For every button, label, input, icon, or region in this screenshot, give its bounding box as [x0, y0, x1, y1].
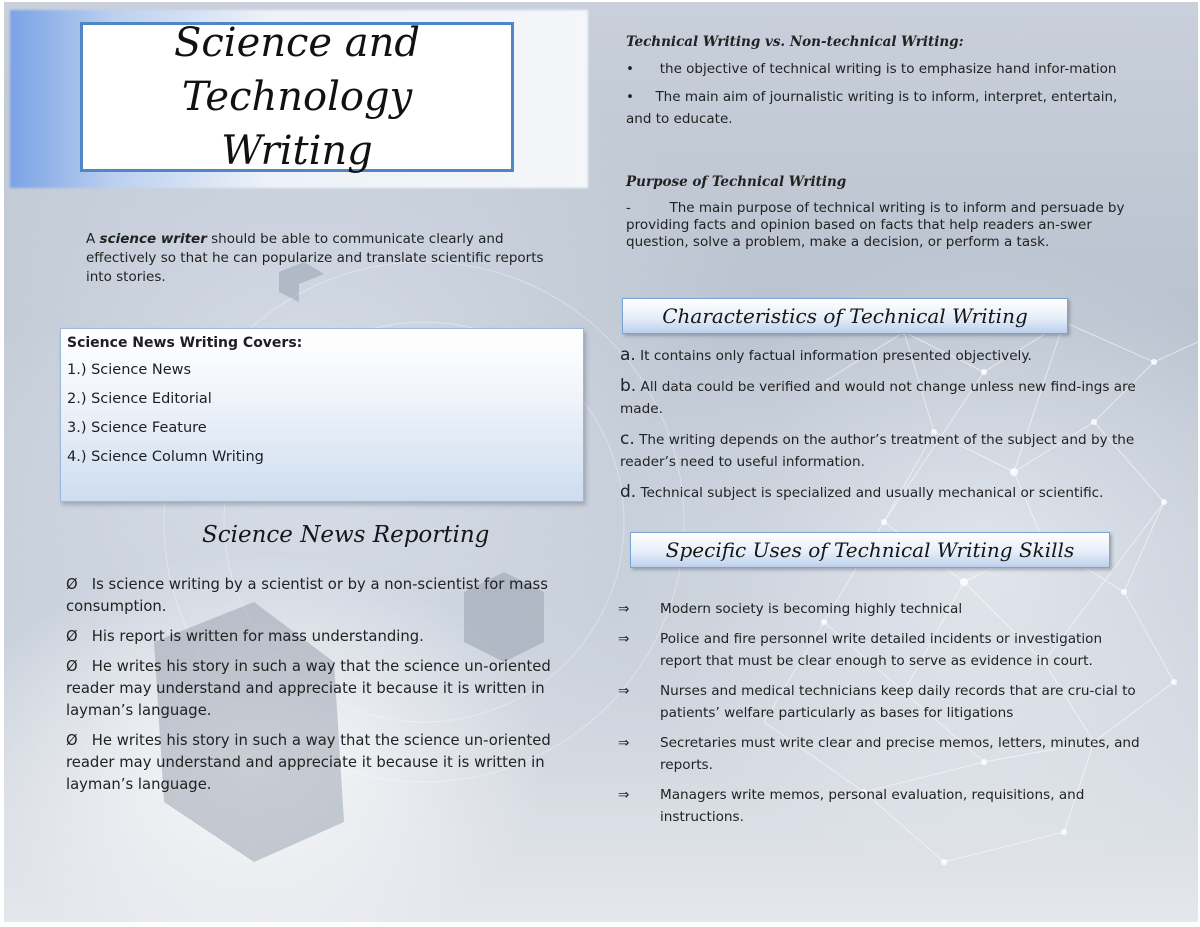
list-item [620, 375, 1152, 420]
list-item-text: Modern society is becoming highly technical [660, 601, 963, 617]
list-letter: d. [620, 482, 637, 502]
covers-item: 1.) Science News [67, 362, 192, 378]
list-item [618, 784, 1140, 828]
purpose-text: The main purpose of technical writing is to inform and persuade by providing facts and opinion based on facts that help readers an-swer question, solve a problem, make a decision, or perform a task. [626, 200, 1125, 250]
covers-item: 4.) Science Column Writing [67, 449, 264, 465]
list-item [626, 86, 1146, 130]
list-item [66, 656, 572, 722]
list-letter: c. [620, 429, 635, 449]
covers-item: 2.) Science Editorial [67, 391, 212, 407]
intro-emphasis: science writer [99, 231, 207, 247]
purpose-heading: Purpose of Technical Writing [626, 174, 847, 190]
list-item-text: The writing depends on the author’s treatment of the subject and by the reader’s need to useful information. [620, 432, 1135, 470]
tech-vs-non-heading: Technical Writing vs. Non-technical Writing: [626, 34, 964, 50]
characteristics-title: Characteristics of Technical Writing [622, 298, 1068, 334]
null-set-marker-icon: Ø [66, 732, 78, 749]
list-item-text: Technical subject is specialized and usually mechanical or scientific. [640, 485, 1104, 501]
intro-prefix: A [86, 231, 100, 247]
list-item [618, 598, 1140, 620]
null-set-marker-icon: Ø [66, 628, 78, 645]
arrow-right-icon: ⇒ [618, 735, 630, 751]
arrow-right-icon: ⇒ [618, 683, 630, 699]
uses-title: Specific Uses of Technical Writing Skills [630, 532, 1110, 568]
list-item [620, 428, 1152, 473]
list-item [620, 344, 1152, 367]
purpose-section [626, 174, 1146, 251]
list-item [618, 628, 1140, 672]
list-item [66, 574, 572, 618]
arrow-right-icon: ⇒ [618, 631, 630, 647]
list-item [66, 730, 572, 796]
list-item-text: Nurses and medical technicians keep daily records that are cru-cial to patients’ welfare particularly as bases for litigations [660, 683, 1136, 721]
null-set-marker-icon: Ø [66, 576, 78, 593]
list-item-text: Is science writing by a scientist or by a non-scientist for mass consumption. [66, 576, 548, 615]
list-item-text: The main aim of journalistic writing is to inform, interpret, entertain, and to educate. [626, 89, 1118, 127]
covers-item: 3.) Science Feature [67, 420, 207, 436]
intro-text: should be able to communicate clearly and effectively so that he can popularize and translate scientific reports into stories. [86, 231, 544, 285]
list-item-text: Police and fire personnel write detailed incidents or investigation report that must be clear enough to serve as evidence in court. [660, 631, 1103, 669]
characteristics-list [620, 344, 1152, 512]
list-letter: a. [620, 345, 636, 365]
list-item [626, 58, 1146, 80]
arrow-right-icon: ⇒ [618, 601, 630, 617]
list-item-text: the objective of technical writing is to emphasize hand infor-mation [659, 61, 1117, 77]
list-letter: b. [620, 376, 637, 396]
list-item [66, 626, 572, 648]
dash-marker: - [626, 200, 631, 216]
arrow-right-icon: ⇒ [618, 787, 630, 803]
list-item-text: Managers write memos, personal evaluation, requisitions, and instructions. [660, 787, 1085, 825]
bullet-icon: • [626, 61, 634, 77]
covers-heading: Science News Writing Covers: [67, 335, 303, 351]
intro-paragraph [86, 230, 546, 287]
list-item-text: He writes his story in such a way that the science un-oriented reader may understand and appreciate it because it is written in layman’s language. [66, 732, 551, 793]
list-item [618, 732, 1140, 776]
title-box [80, 22, 514, 172]
list-item [618, 680, 1140, 724]
covers-box [60, 328, 584, 502]
list-item-text: All data could be verified and would not change unless new find-ings are made. [620, 379, 1136, 417]
list-item-text: It contains only factual information presented objectively. [640, 348, 1032, 364]
list-item [620, 481, 1152, 504]
uses-list [618, 598, 1140, 836]
reporting-list [66, 574, 572, 804]
brochure-page [4, 2, 1198, 922]
page-title: Science and Technology Writing [173, 20, 421, 174]
list-item-text: His report is written for mass understanding. [91, 628, 424, 645]
list-item-text: He writes his story in such a way that the science un-oriented reader may understand and appreciate it because it is written in layman’s language. [66, 658, 551, 719]
list-item-text: Secretaries must write clear and precise memos, letters, minutes, and reports. [660, 735, 1140, 773]
bullet-icon: • [626, 89, 634, 105]
reporting-title: Science News Reporting [202, 522, 490, 548]
null-set-marker-icon: Ø [66, 658, 78, 675]
tech-vs-non-section [626, 34, 1146, 136]
